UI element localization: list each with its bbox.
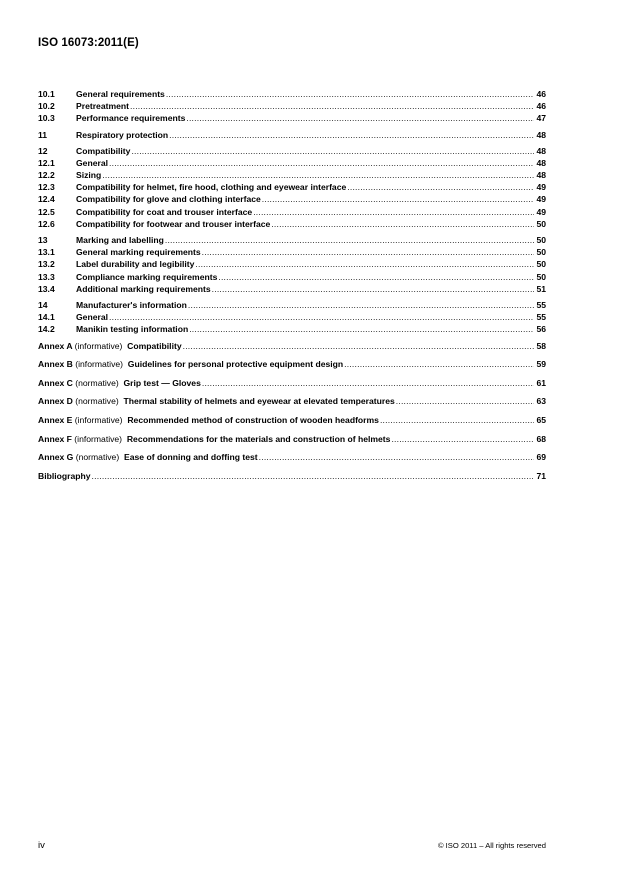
annex-title: Grip test — Gloves — [123, 377, 201, 388]
dot-leader — [101, 169, 534, 181]
toc-entry-number: 14 — [38, 299, 48, 310]
toc-entry[interactable] — [38, 194, 546, 206]
annex-group — [38, 377, 546, 390]
annex-heading — [38, 340, 182, 353]
toc-group — [38, 234, 546, 295]
annex-entry[interactable] — [38, 377, 546, 390]
toc-entry[interactable] — [38, 323, 546, 335]
annex-heading — [38, 395, 395, 408]
dot-leader — [395, 396, 535, 408]
dot-leader — [130, 145, 534, 157]
annex-title: Compatibility — [127, 340, 182, 351]
annex-type: (informative) — [75, 359, 124, 370]
dot-leader — [188, 323, 534, 335]
annex-label: Annex C — [38, 377, 73, 388]
toc-entry[interactable] — [38, 112, 546, 124]
toc-entry-page: 48 — [536, 145, 546, 156]
toc-entry[interactable] — [38, 206, 546, 218]
toc-entry-number: 12.2 — [38, 170, 55, 181]
toc-entry-title: Compatibility for glove and clothing interface — [76, 194, 261, 205]
toc-entry-page: 55 — [536, 299, 546, 310]
toc-entry[interactable] — [38, 271, 546, 283]
annex-label: Annex F — [38, 433, 72, 444]
annex-group — [38, 470, 546, 483]
annex-label: Bibliography — [38, 470, 91, 481]
toc-entry[interactable] — [38, 258, 546, 270]
dot-leader — [165, 88, 535, 100]
annex-type: (normative) — [75, 377, 119, 388]
table-of-contents — [38, 88, 546, 488]
toc-entry-title: Compatibility — [76, 145, 131, 156]
dot-leader — [261, 194, 535, 206]
annex-entry[interactable] — [38, 414, 546, 427]
toc-entry-title: Compliance marking requirements — [76, 271, 218, 282]
annex-entry[interactable] — [38, 433, 546, 446]
toc-entry[interactable] — [38, 246, 546, 258]
toc-entry-title: Pretreatment — [76, 101, 130, 112]
toc-entry-page: 51 — [536, 283, 546, 294]
annex-page: 59 — [536, 359, 546, 370]
annex-group — [38, 433, 546, 446]
dot-leader — [258, 452, 535, 464]
toc-entry-title: Respiratory protection — [76, 129, 169, 140]
toc-sections — [38, 88, 546, 336]
toc-entry-page: 50 — [536, 247, 546, 258]
toc-entry[interactable] — [38, 218, 546, 230]
dot-leader — [129, 100, 534, 112]
toc-entry-number: 13.1 — [38, 247, 55, 258]
dot-leader — [379, 415, 534, 427]
toc-entry-title: Compatibility for coat and trouser interface — [76, 206, 253, 217]
toc-group — [38, 145, 546, 230]
annex-entry[interactable] — [38, 395, 546, 408]
annex-page: 65 — [536, 414, 546, 425]
annex-page: 63 — [536, 396, 546, 407]
annex-title: Ease of donning and doffing test — [123, 452, 258, 463]
toc-entry-title: Compatibility for footwear and trouser interface — [76, 218, 271, 229]
toc-entry-page: 50 — [536, 271, 546, 282]
dot-leader — [91, 471, 535, 483]
toc-entry-page: 49 — [536, 194, 546, 205]
toc-entry-number: 13.4 — [38, 283, 55, 294]
annex-label: Annex A — [38, 340, 73, 351]
toc-entry[interactable] — [38, 311, 546, 323]
dot-leader — [108, 311, 534, 323]
toc-entry-number: 10.2 — [38, 101, 55, 112]
dot-leader — [182, 340, 535, 352]
annex-entry[interactable] — [38, 451, 546, 464]
toc-entry-number: 14.2 — [38, 324, 55, 335]
toc-group — [38, 299, 546, 336]
toc-entry[interactable] — [38, 88, 546, 100]
dot-leader — [164, 234, 535, 246]
toc-entry[interactable] — [38, 299, 546, 311]
annex-group — [38, 358, 546, 371]
toc-entry-number: 12.3 — [38, 182, 55, 193]
annex-page: 71 — [536, 470, 546, 481]
toc-entry-page: 49 — [536, 182, 546, 193]
dot-leader — [187, 299, 535, 311]
annex-group — [38, 451, 546, 464]
dot-leader — [343, 359, 534, 371]
toc-entry[interactable] — [38, 169, 546, 181]
toc-entry-title: Additional marking requirements — [76, 283, 211, 294]
toc-entry-number: 14.1 — [38, 312, 55, 323]
toc-entry-number: 12.4 — [38, 194, 55, 205]
dot-leader — [390, 433, 534, 445]
toc-entry-title: General — [76, 157, 109, 168]
annex-label: Annex D — [38, 396, 73, 407]
annex-page: 69 — [536, 452, 546, 463]
toc-entry-number: 13.3 — [38, 271, 55, 282]
toc-entry-title: Label durability and legibility — [76, 259, 195, 270]
copyright-notice: © ISO 2011 – All rights reserved — [437, 841, 546, 850]
toc-entry-title: General — [76, 312, 109, 323]
annex-heading — [38, 451, 258, 464]
toc-entry-page: 48 — [536, 157, 546, 168]
toc-entry-page: 48 — [536, 170, 546, 181]
toc-entry-title: Manufacturer's information — [76, 299, 187, 310]
toc-entry[interactable] — [38, 145, 546, 157]
toc-entry-title: Compatibility for helmet, fire hood, clothing and eyewear interface — [76, 182, 347, 193]
toc-entry-page: 50 — [536, 218, 546, 229]
toc-entry-number: 10.3 — [38, 113, 55, 124]
annex-page: 58 — [536, 340, 546, 351]
toc-entry-number: 12 — [38, 145, 48, 156]
toc-annexes — [38, 340, 546, 483]
annex-title: Guidelines for personal protective equipment design — [127, 359, 344, 370]
annex-type: (normative) — [75, 396, 119, 407]
annex-type: (informative) — [74, 340, 123, 351]
annex-title: Recommended method of construction of wooden headforms — [127, 414, 379, 425]
dot-leader — [201, 246, 535, 258]
toc-entry-number: 10.1 — [38, 88, 55, 99]
dot-leader — [194, 258, 534, 270]
annex-heading — [38, 414, 379, 427]
annex-heading — [38, 377, 201, 390]
dot-leader — [168, 129, 534, 141]
toc-group — [38, 88, 546, 125]
annex-type: (informative) — [74, 414, 123, 425]
dot-leader — [185, 112, 534, 124]
toc-entry-page: 49 — [536, 206, 546, 217]
toc-entry-page: 55 — [536, 312, 546, 323]
toc-entry[interactable] — [38, 100, 546, 112]
toc-entry-page: 50 — [536, 235, 546, 246]
toc-entry-page: 47 — [536, 113, 546, 124]
toc-entry-number: 12.5 — [38, 206, 55, 217]
toc-entry-title: Marking and labelling — [76, 235, 164, 246]
annex-page: 61 — [536, 377, 546, 388]
page-number: iv — [38, 840, 45, 851]
toc-entry-page: 46 — [536, 101, 546, 112]
annex-page: 68 — [536, 433, 546, 444]
annex-type: (informative) — [74, 433, 123, 444]
toc-entry-page: 48 — [536, 129, 546, 140]
annex-heading — [38, 470, 91, 483]
annex-title: Recommendations for the materials and construction of helmets — [126, 433, 391, 444]
dot-leader — [211, 283, 535, 295]
toc-entry-number: 11 — [38, 129, 48, 140]
annex-entry[interactable] — [38, 470, 546, 483]
dot-leader — [346, 181, 534, 193]
annex-label: Annex E — [38, 414, 73, 425]
annex-type: (normative) — [75, 452, 120, 463]
annex-group — [38, 414, 546, 427]
dot-leader — [217, 271, 534, 283]
toc-entry[interactable] — [38, 283, 546, 295]
toc-entry-title: Performance requirements — [76, 113, 186, 124]
toc-entry-number: 12.1 — [38, 157, 55, 168]
toc-entry[interactable] — [38, 157, 546, 169]
toc-entry-number: 13.2 — [38, 259, 55, 270]
document-id-header: ISO 16073:2011(E) — [38, 37, 139, 49]
toc-entry[interactable] — [38, 234, 546, 246]
toc-entry-title: General requirements — [76, 88, 165, 99]
toc-entry-title: General marking requirements — [76, 247, 201, 258]
toc-entry-page: 46 — [536, 88, 546, 99]
annex-entry[interactable] — [38, 340, 546, 353]
annex-group — [38, 340, 546, 353]
annex-label: Annex G — [38, 452, 74, 463]
dot-leader — [108, 157, 534, 169]
dot-leader — [270, 218, 534, 230]
toc-entry[interactable] — [38, 129, 546, 141]
annex-label: Annex B — [38, 359, 73, 370]
annex-title: Thermal stability of helmets and eyewear at elevated temperatures — [123, 396, 395, 407]
annex-heading — [38, 433, 390, 446]
toc-entry-page: 56 — [536, 324, 546, 335]
dot-leader — [252, 206, 534, 218]
toc-entry-number: 13 — [38, 235, 48, 246]
annex-group — [38, 395, 546, 408]
annex-heading — [38, 358, 343, 371]
toc-group — [38, 129, 546, 141]
toc-entry-number: 12.6 — [38, 218, 55, 229]
dot-leader — [201, 378, 535, 390]
toc-entry-title: Manikin testing information — [76, 324, 189, 335]
toc-entry-title: Sizing — [76, 170, 102, 181]
toc-entry-page: 50 — [536, 259, 546, 270]
toc-entry[interactable] — [38, 181, 546, 193]
annex-entry[interactable] — [38, 358, 546, 371]
